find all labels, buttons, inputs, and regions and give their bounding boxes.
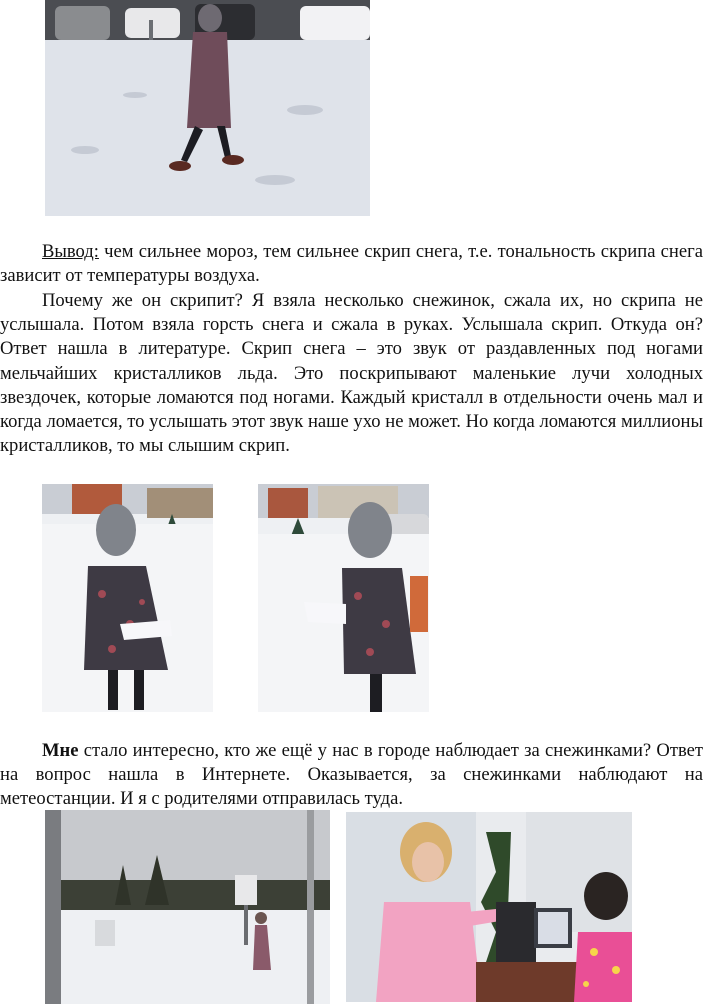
weather-station-lead: Мне (42, 740, 79, 761)
conclusion-paragraph (0, 240, 703, 288)
weather-station-paragraph (0, 739, 703, 812)
photo-girl-walking-snow (45, 0, 370, 216)
why-creak-paragraph (0, 289, 703, 458)
conclusion-label: Вывод: (42, 241, 99, 262)
weather-station-text: стало интересно, кто же ещё у нас в городе наблюдает за снежинками? Ответ на вопрос нашла в Интернете. Оказывается, за снежинками наблюдают на метеостанции. И я с родителями отправилась туда. (0, 740, 703, 810)
photo-weather-station (45, 810, 330, 1004)
conclusion-text: чем сильнее мороз, тем сильнее скрип снега, т.е. тональность скрипа снега зависит от температуры воздуха. (0, 241, 703, 287)
photo-meteorologist (346, 812, 632, 1002)
photo-girl-holding-snow-1 (42, 484, 213, 712)
why-creak-text: Почему же он скрипит? Я взяла несколько снежинок, сжала их, но скрипа не услышала. Потом взяла горсть снега и сжала в руках. Услышала скрип. Откуда он? Ответ нашла в литературе. Скрип снега – это звук от раздавленных под ногами мельчайших кристалликов льда. Это поскрипывают маленькие лучи холодных звездочек, которые ломаются под ногами. Каждый кристалл в отдельности очень мал и когда ломается, то услышать этот звук наше ухо не может. Но когда ломаются миллионы кристалликов, то мы слышим скрип. (0, 290, 703, 457)
photo-girl-holding-snow-2 (258, 484, 429, 712)
